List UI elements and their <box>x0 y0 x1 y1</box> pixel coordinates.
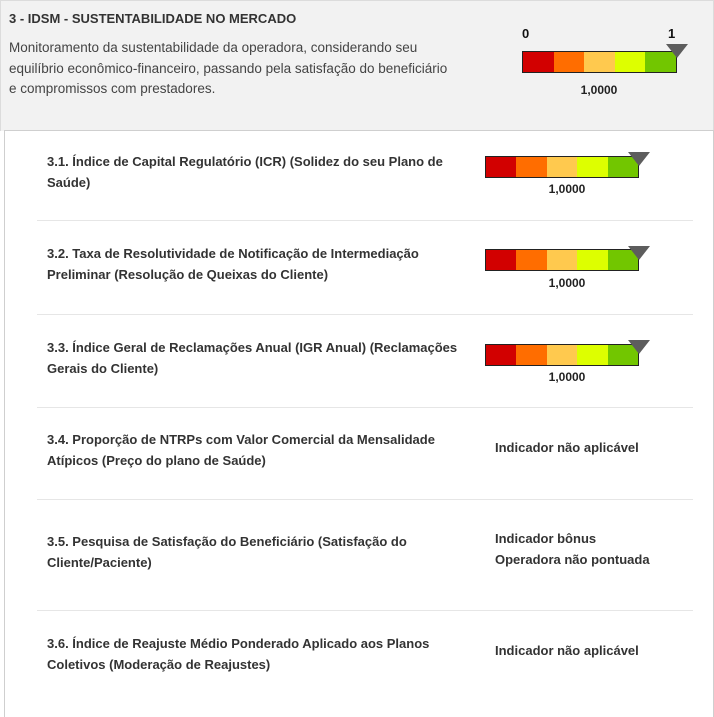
indicator-3-1-value: 1,0000 <box>548 182 586 196</box>
indicator-3-1-label: 3.1. Índice de Capital Regulatório (ICR) (Solidez do seu Plano de Saúde) <box>47 154 443 190</box>
row-divider <box>37 499 693 500</box>
indicator-3-1-marker <box>628 152 650 166</box>
indicator-3-2-marker <box>628 246 650 260</box>
section-score-scale <box>522 51 677 73</box>
section-description: Monitoramento da sustentabilidade da operadora, considerando seu equilíbrio econômico-financeiro, passando pela satisfação do beneficiário e compromissos com prestadores. <box>9 40 448 96</box>
indicator-3-5-label: 3.5. Pesquisa de Satisfação do Beneficiário (Satisfação do Cliente/Paciente) <box>47 534 407 570</box>
row-divider <box>37 220 693 221</box>
section-score-value: 1,0000 <box>580 83 618 97</box>
indicator-3-6-status: Indicador não aplicável <box>495 643 639 658</box>
section-score-marker <box>666 44 688 58</box>
scale-min-label: 0 <box>522 26 530 41</box>
row-divider <box>37 407 693 408</box>
indicator-3-3-marker <box>628 340 650 354</box>
section-title: 3 - IDSM - SUSTENTABILIDADE NO MERCADO <box>9 11 297 26</box>
indicator-3-3-label: 3.3. Índice Geral de Reclamações Anual (IGR Anual) (Reclamações Gerais do Cliente) <box>47 340 458 376</box>
indicator-3-5-status-line1: Indicador bônus <box>495 531 597 546</box>
scale-max-label: 1 <box>668 26 676 41</box>
indicator-3-3-value: 1,0000 <box>548 370 586 384</box>
indicator-3-6-label: 3.6. Índice de Reajuste Médio Ponderado Aplicado aos Planos Coletivos (Moderação de Reajustes) <box>47 636 430 672</box>
section-header <box>0 0 714 131</box>
row-divider <box>37 314 693 315</box>
indicator-3-5-status-line2: Operadora não pontuada <box>495 552 650 567</box>
indicator-3-1-scale <box>485 156 639 178</box>
indicator-3-2-label: 3.2. Taxa de Resolutividade de Notificação de Intermediação Preliminar (Resolução de Queixas do Cliente) <box>47 246 419 282</box>
indicator-3-2-scale <box>485 249 639 271</box>
row-divider <box>37 610 693 611</box>
indicator-3-3-scale <box>485 344 639 366</box>
indicator-3-2-value: 1,0000 <box>548 276 586 290</box>
indicator-panel <box>4 130 714 717</box>
indicator-3-4-label: 3.4. Proporção de NTRPs com Valor Comercial da Mensalidade Atípicos (Preço do plano de Saúde) <box>47 432 435 468</box>
indicator-3-4-status: Indicador não aplicável <box>495 440 639 455</box>
